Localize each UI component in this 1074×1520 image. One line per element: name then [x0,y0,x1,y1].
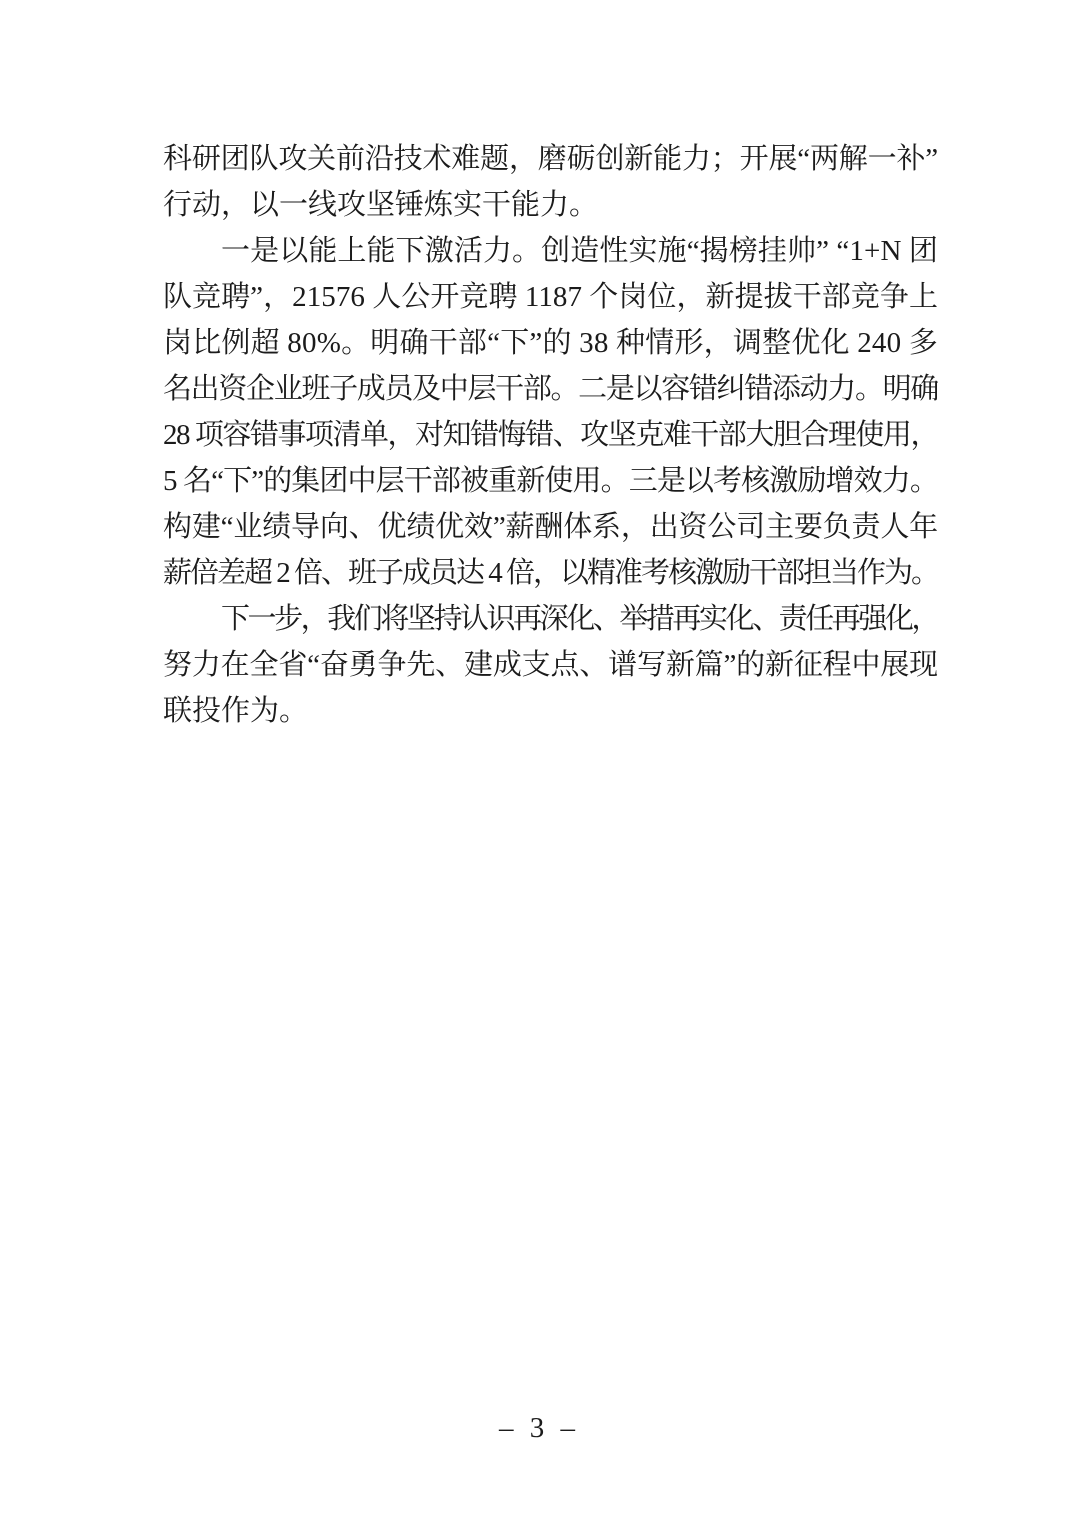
text-line [163,412,938,458]
text-line-content: 联投作为。 [163,695,309,727]
text-line [163,550,938,596]
text-line [163,458,938,504]
body-text [163,136,938,734]
text-line [163,688,938,734]
text-line [163,596,938,642]
text-line-content: 岗比例超 80%。明确干部“下”的 38 种情形，调整优化 240 多 [163,327,938,359]
text-line-content: 薪倍差超 2 倍、班子成员达 4 倍，以精准考核激励干部担当作为。 [163,557,938,589]
text-line [163,182,938,228]
text-line [163,366,938,412]
text-line-content: 下一步，我们将坚持认识再深化、举措再实化、责任再强化， [221,603,938,635]
text-line-content: 队竞聘”，21576 人公开竞聘 1187 个岗位，新提拔干部竞争上 [163,281,938,313]
text-line [163,320,938,366]
text-line-content: 行动，以一线攻坚锤炼实干能力。 [163,189,599,221]
text-line-content: 科研团队攻关前沿技术难题，磨砺创新能力；开展“两解一补” [163,143,938,175]
page-number: – 3 – [499,1412,575,1444]
text-line [163,228,938,274]
text-line-content: 构建“业绩导向、优绩优效”薪酬体系，出资公司主要负责人年 [163,511,938,543]
text-line-content: 5 名“下”的集团中层干部被重新使用。三是以考核激励增效力。 [163,465,938,497]
page-footer [0,1408,1074,1448]
text-line-content: 名出资企业班子成员及中层干部。二是以容错纠错添动力。明确 [163,373,938,405]
text-line [163,274,938,320]
text-line-content: 努力在全省“奋勇争先、建成支点、谱写新篇”的新征程中展现 [163,649,938,681]
text-line [163,642,938,688]
text-line [163,504,938,550]
text-line-content: 28 项容错事项清单，对知错悔错、攻坚克难干部大胆合理使用， [163,419,938,451]
text-line-content: 一是以能上能下激活力。创造性实施“揭榜挂帅” “1+N 团 [221,235,938,267]
text-line [163,136,938,182]
